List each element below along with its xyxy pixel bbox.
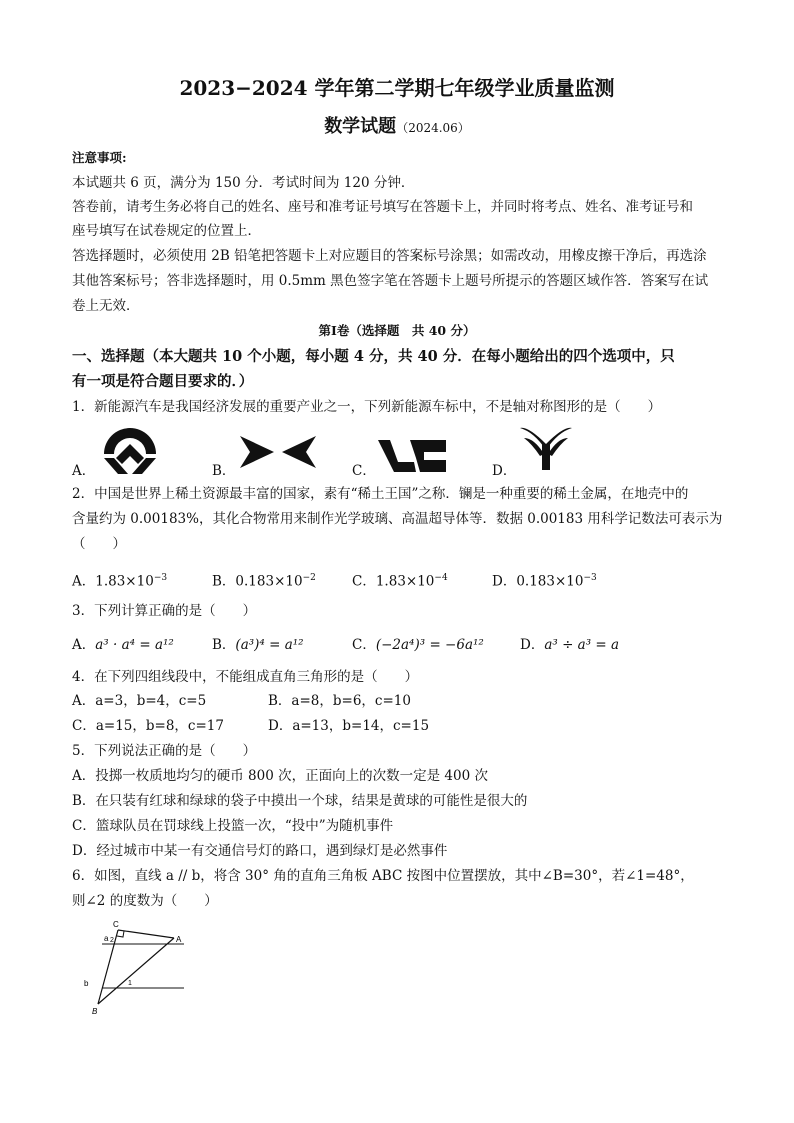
option-mantissa: 0.183×10: [235, 573, 303, 590]
option-exponent: −3: [583, 573, 597, 583]
q2-option-a: [72, 569, 167, 591]
q6-figure: [80, 918, 190, 1018]
q5-stem: 5．下列说法正确的是（ ）: [72, 743, 257, 759]
notice-line: 卷上无效．: [72, 298, 140, 314]
q3-option-b: [212, 636, 304, 654]
notice-line: 其他答案标号；答非选择题时，用 0.5mm 黑色签字笔在答题卡上题号所提示的答题区域作答．答案写在试: [72, 273, 709, 289]
option-text: a³ · a⁴ = a¹²: [95, 637, 174, 653]
logo-d-icon: [518, 424, 574, 472]
exam-title: 2023−2024 学年第二学期七年级学业质量监测: [179, 76, 615, 100]
label-line-b: b: [84, 979, 89, 988]
option-label: B．: [212, 573, 236, 590]
notice-line: 本试题共 6 页，满分为 150 分．考试时间为 120 分钟．: [72, 175, 415, 191]
q4-option-d: D．a=13，b=14，c=15: [268, 718, 430, 734]
q5-option-d: D．经过城市中某一有交通信号灯的路口，遇到绿灯是必然事件: [72, 843, 448, 859]
option-label: D．: [492, 573, 517, 590]
q6-stem-line: 则∠2 的度数为（ ）: [72, 893, 218, 909]
q2-stem-line: 2．中国是世界上稀土资源最丰富的国家，素有“稀土王国”之称．镧是一种重要的稀土金属，在地壳中的: [72, 486, 689, 502]
q5-option-c: C．篮球队员在罚球线上投篮一次，“投中”为随机事件: [72, 818, 394, 834]
q4-stem: 4．在下列四组线段中，不能组成直角三角形的是（ ）: [72, 669, 419, 685]
notice-line: 答选择题时，必须使用 2B 铅笔把答题卡上对应题目的答案标号涂黑；如需改动，用橡皮擦干净后，再选涂: [72, 248, 707, 264]
q6-stem-line: 6．如图，直线 a // b，将含 30° 角的直角三角板 ABC 按图中位置摆放，其中∠B=30°，若∠1=48°，: [72, 868, 694, 884]
option-label: B．: [212, 637, 236, 653]
q3-stem: 3．下列计算正确的是（ ）: [72, 603, 257, 619]
q5-option-b: B．在只装有红球和绿球的袋子中摸出一个球，结果是黄球的可能性是很大的: [72, 793, 528, 809]
notice-heading: 注意事项:: [72, 150, 127, 165]
option-label: A．: [72, 573, 96, 590]
q2-option-d: [492, 569, 597, 591]
part1-heading: 第Ⅰ卷（选择题 共 40 分）: [318, 323, 476, 338]
q2-stem-line: （ ）: [72, 536, 126, 552]
side-ab: [98, 938, 174, 1004]
q2-option-b: [212, 569, 316, 591]
q1-stem: 1．新能源汽车是我国经济发展的重要产业之一，下列新能源车标中，不是轴对称图形的是（ ）: [72, 399, 662, 415]
q3-option-a: [72, 636, 174, 654]
notice-line: 答卷前，请考生务必将自己的姓名、座号和准考证号填写在答题卡上，并同时将考点、姓名、准考证号和: [72, 199, 693, 215]
q3-option-d: [520, 636, 619, 654]
section-heading: 有一项是符合题目要求的．）: [72, 373, 254, 390]
option-exponent: −2: [302, 573, 316, 583]
q4-option-a: A．a=3，b=4，c=5: [72, 693, 207, 709]
exam-date: （2024.06）: [396, 121, 470, 135]
q3-option-c: [352, 636, 484, 654]
option-text: (a³)⁴ = a¹²: [235, 637, 304, 653]
option-exponent: −4: [434, 573, 448, 583]
label-line-a: a: [104, 934, 109, 943]
option-mantissa: 0.183×10: [516, 573, 584, 590]
section-heading: 一、选择题（本大题共 10 个小题，每小题 4 分，共 40 分．在每小题给出的四个选项中，只: [72, 348, 675, 365]
option-mantissa: 1.83×10: [375, 573, 435, 590]
q4-option-c: C．a=15，b=8，c=17: [72, 718, 224, 734]
logo-a-icon: [100, 424, 160, 476]
q1-option-b-label: B．: [212, 463, 236, 479]
notice-line: 座号填写在试卷规定的位置上．: [72, 223, 261, 239]
exam-subtitle: [0, 112, 794, 138]
label-b-vertex: B: [92, 1007, 98, 1016]
q1-option-d-label: D．: [492, 463, 517, 479]
q5-option-a: A．投掷一枚质地均匀的硬币 800 次，正面向上的次数一定是 400 次: [72, 768, 488, 784]
option-mantissa: 1.83×10: [95, 573, 154, 590]
option-label: D．: [520, 637, 545, 653]
q2-option-c: [352, 569, 448, 591]
label-a-vertex: A: [176, 935, 182, 944]
q4-option-b: B．a=8，b=6，c=10: [268, 693, 411, 709]
q2-stem-line: 含量约为 0.00183%，其化合物常用来制作光学玻璃、高温超导体等．数据 0.00183 用科学记数法可表示为: [72, 511, 723, 527]
side-ca: [118, 930, 174, 938]
label-c: C: [113, 920, 119, 929]
subtitle-text: 数学试题: [324, 116, 397, 137]
label-angle-2: 2: [110, 937, 114, 944]
logo-b-icon: [238, 434, 318, 470]
option-text: a³ ÷ a³ = a: [544, 637, 620, 653]
option-text: (−2a⁴)³ = −6a¹²: [375, 637, 484, 653]
logo-c-icon: [376, 438, 450, 474]
q1-option-a-label: A．: [72, 463, 96, 479]
option-label: C．: [352, 573, 376, 590]
q1-option-c-label: C．: [352, 463, 376, 479]
option-exponent: −3: [153, 573, 168, 583]
label-angle-1: 1: [128, 980, 132, 987]
option-label: C．: [352, 637, 376, 653]
option-label: A．: [72, 637, 96, 653]
